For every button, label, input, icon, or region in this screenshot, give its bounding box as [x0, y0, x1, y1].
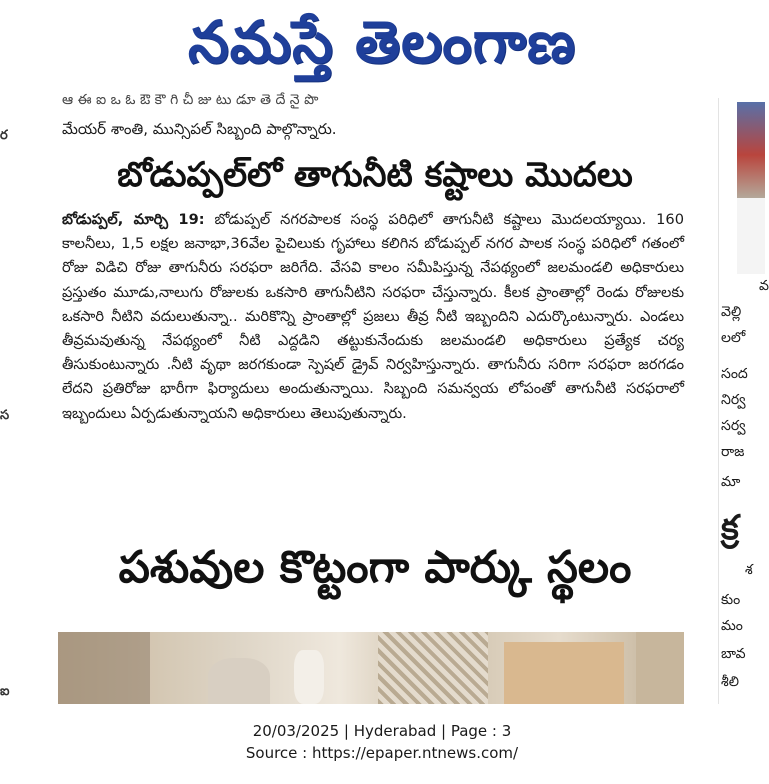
- right-column-text: వెల్లి: [721, 304, 742, 320]
- right-column-text: కుం: [721, 592, 741, 608]
- left-edge-mark: ర: [0, 128, 8, 143]
- right-column-text: సర్వ: [721, 418, 746, 434]
- article-paragraph: [62, 208, 684, 426]
- newspaper-clipping: [0, 92, 769, 704]
- right-column-photo: [737, 102, 765, 198]
- clip-footer: [0, 710, 764, 784]
- left-edge-mark: స: [0, 408, 10, 423]
- right-column-text: శీలి: [721, 674, 739, 690]
- cut-off-text-line: ఆ ఈ ఐ ఒ ఓ ఔ కౌ గి చీ జు టు డూ తె దే నై పొ: [62, 92, 319, 108]
- article-headline: బోడుప్పల్‌లో తాగునీటి కష్టాలు మొదలు: [117, 155, 633, 195]
- right-column-text: సంద: [721, 366, 748, 382]
- article-body: [62, 208, 684, 426]
- right-column-text: మం: [721, 618, 743, 634]
- masthead: [0, 0, 764, 98]
- newspaper-title: నమస్తే తెలంగాణ: [188, 7, 576, 76]
- right-column-text: వ: [759, 278, 769, 294]
- right-column-text: రాజ: [721, 444, 745, 460]
- right-photo-area: [737, 198, 765, 274]
- right-column-text: మా: [721, 474, 741, 490]
- left-edge-mark: ఐ: [0, 684, 10, 699]
- right-column-edge: [718, 98, 769, 704]
- right-column-text: నిర్వ: [721, 392, 746, 408]
- article-dateline: బోడుప్పల్, మార్చి 19:: [62, 211, 205, 228]
- article-text: బోడుప్పల్ నగరపాలక సంస్థ పరిధిలో తాగునీటి కష్టాలు మొదలయ్యాయి. 160 కాలనీలు, 1,5 లక్షల జనాభా,36వేల పైచిలుకు గృహాలు కలిగిన బోడుప్పల్ నగర పాలక సంస్థ పరిధిలో గతంలో రోజు విడిచి రోజు తాగునీరు సరఫరా జరిగేది. వేసవి కాలం సమీపిస్తున్న నేపథ్యంలో జలమండలి అధికారులు ప్రస్తుతం మూడు,నాలుగు రోజులకు ఒకసారి తాగునీటిని సరఫరా చేస్తున్నారు. కీలక ప్రాంతాల్లో రెండు రోజులకు ఒకసారి నీటిని వదులుతున్నా.. మరికొన్ని ప్రాంతాల్లో ప్రజలు తీవ్ర నీటి ఇబ్బందిని ఎదుర్కొంటున్నారు. ఎండలు తీవ్రమవుతున్న నేపథ్యంలో నీటి ఎద్దడిని తట్టుకునేందుకు జలమండలి అధికారులు ప్రత్యేక చర్య తీసుకుంటున్నారు .నీటి వృథా జరగకుండా స్పెషల్ డ్రైవ్ నిర్వహిస్తున్నారు. తాగునీరు సరిగా సరఫరా జరగడం లేదని ప్రతిరోజు భారీగా ఫిర్యాదులు అందుతున్నాయి. సిబ్బంది సమన్వయ లోపంతో తాగునీటి సరఫరాలో ఇబ్బందులు ఏర్పడుతున్నాయని అధికారులు తెలుపుతున్నారు.: [62, 211, 684, 422]
- right-column-text: బావ: [721, 646, 746, 662]
- source-url: Source : https://epaper.ntnews.com/: [245, 744, 519, 762]
- main-column: [50, 92, 700, 704]
- right-column-text: లలో: [721, 330, 746, 346]
- left-column-edge: [0, 98, 18, 704]
- second-article-headline: పశువుల కొట్టంగా పార్కు స్థలం: [118, 542, 632, 593]
- previous-article-tail: మేయర్ శాంతి, మున్సిపల్ సిబ్బంది పాల్గొన్నారు.: [62, 120, 337, 138]
- right-column-heading: క్ర: [721, 508, 739, 548]
- right-column-text: శ: [745, 562, 753, 578]
- article-photo: [58, 632, 684, 704]
- edition-date-page: 20/03/2025 | Hyderabad | Page : 3: [252, 722, 512, 740]
